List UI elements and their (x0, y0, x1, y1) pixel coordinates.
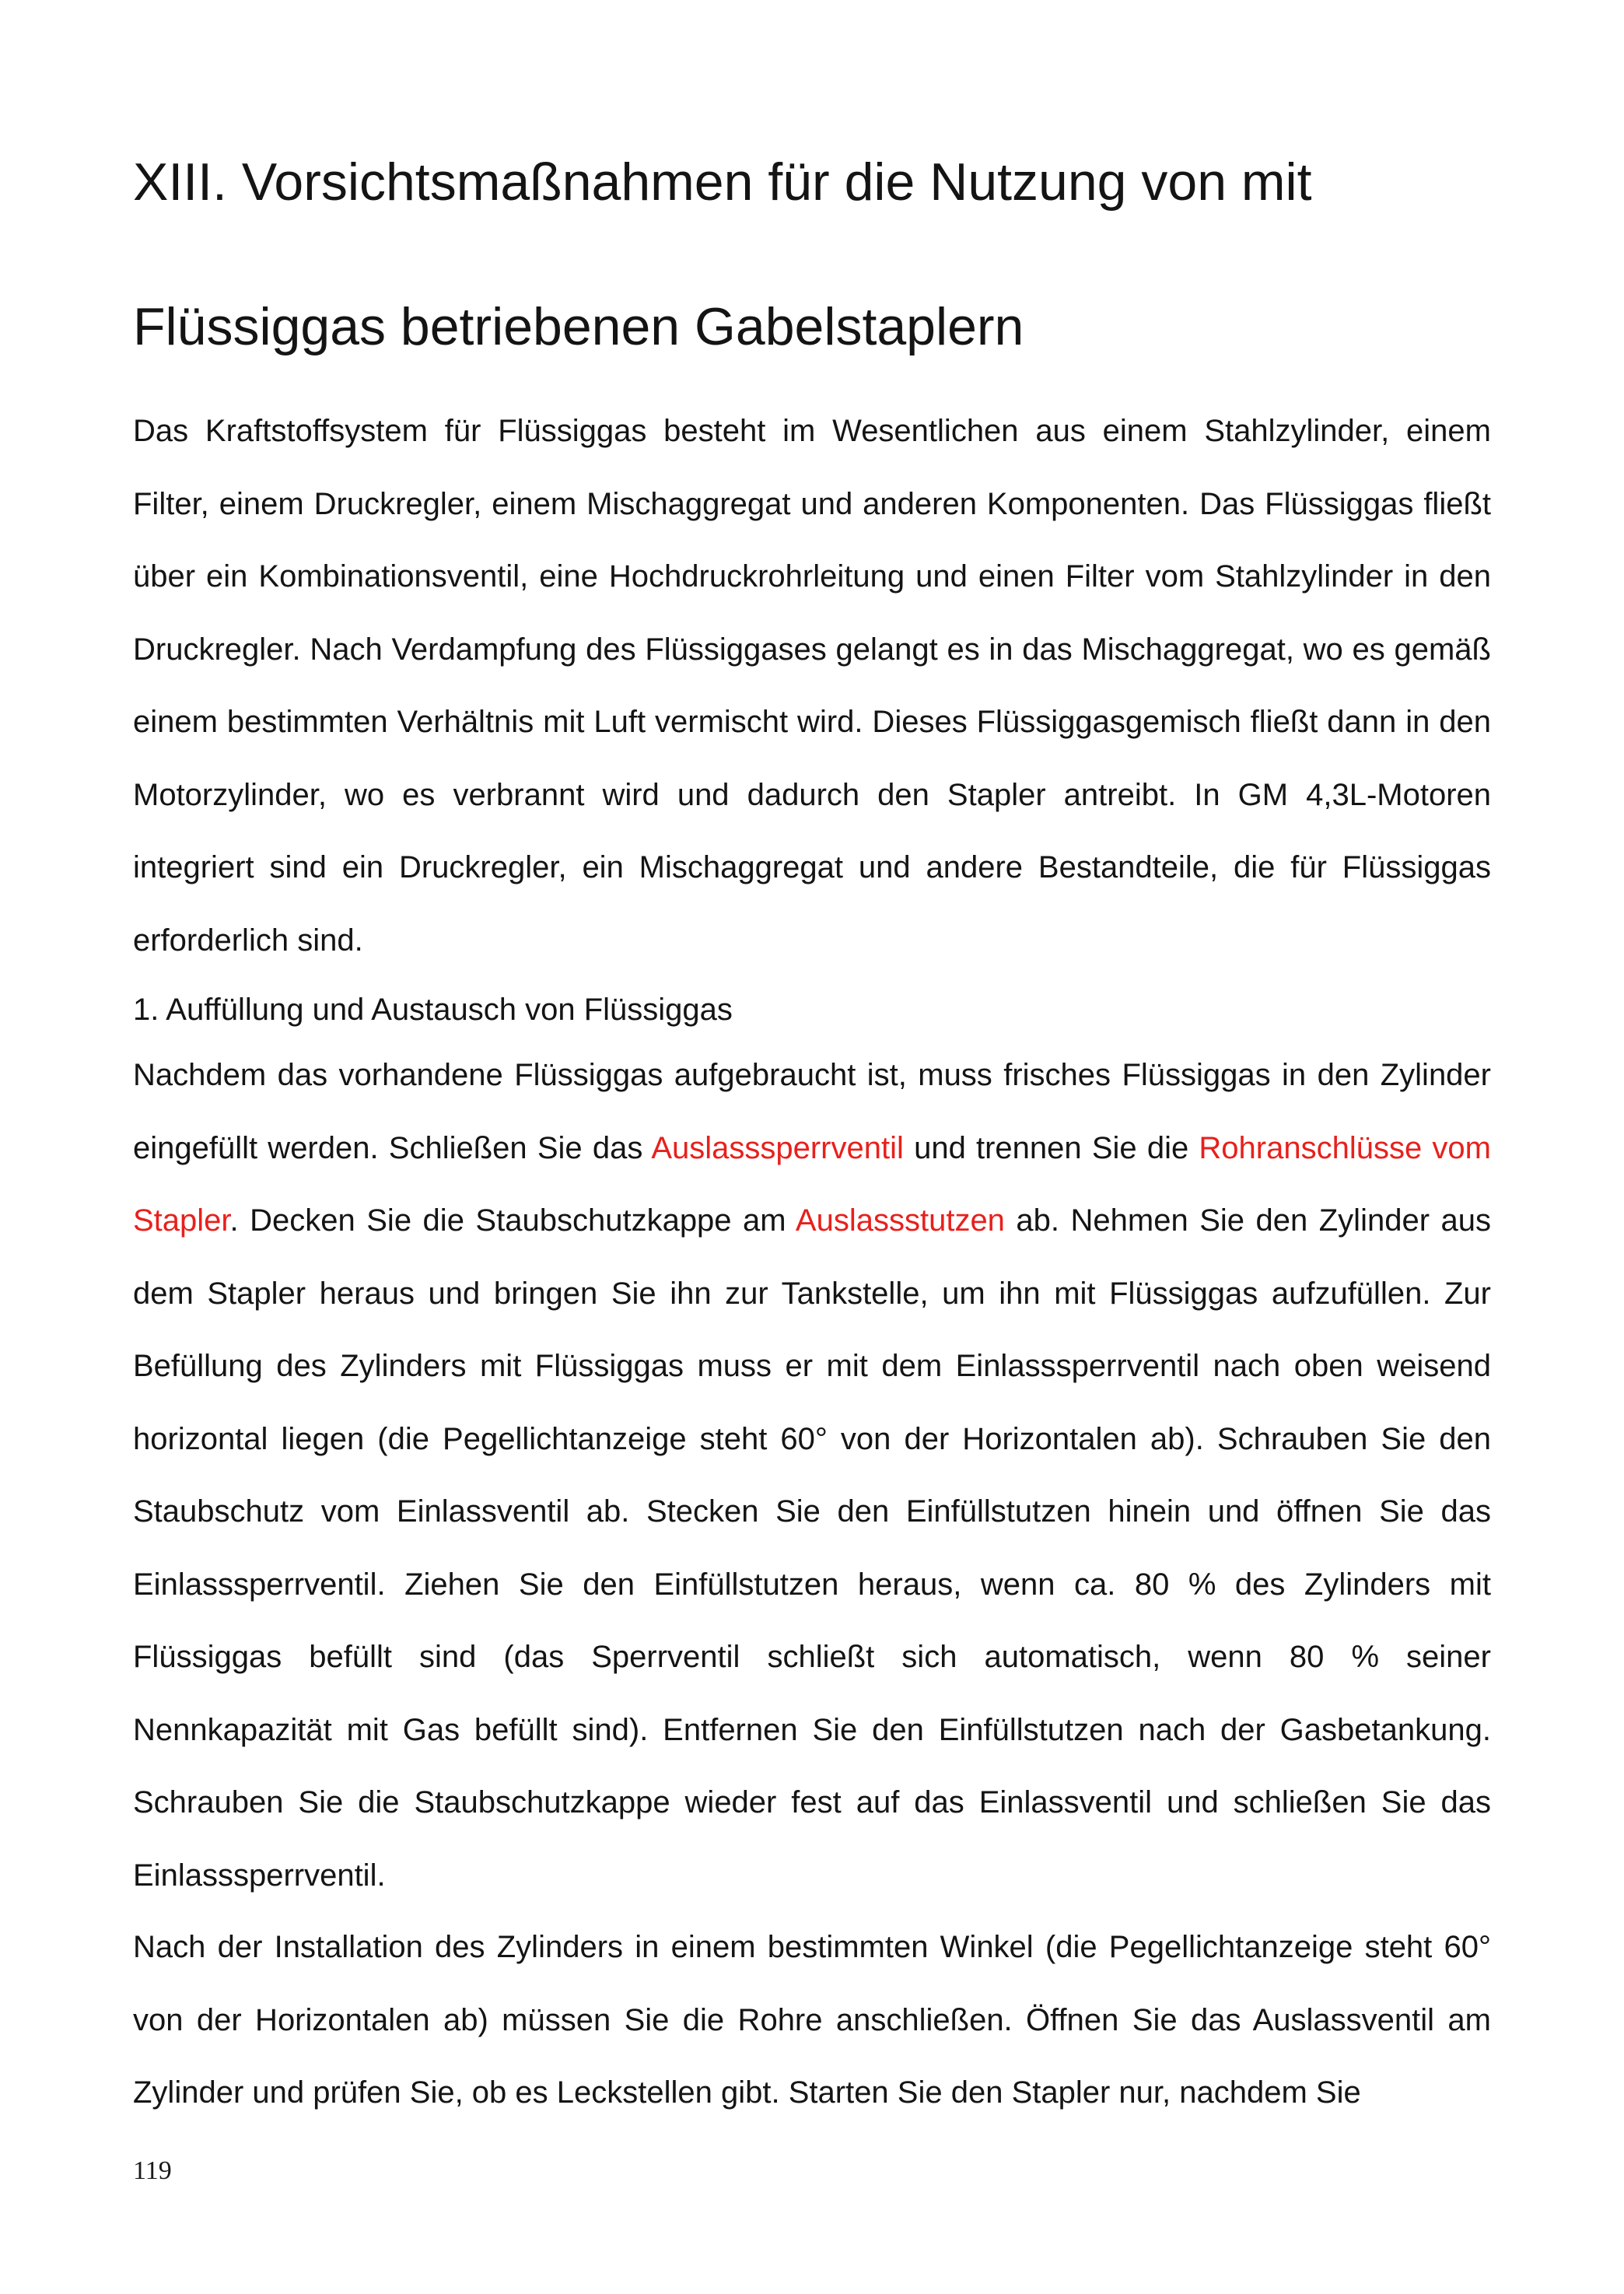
chapter-title-line-2: Flüssiggas betriebenen Gabelstaplern (133, 297, 1024, 356)
intro-paragraph: Das Kraftstoffsystem für Flüssiggas besteht im Wesentlichen aus einem Stahlzylinder, einem Filter, einem Druckregler, einem Mischaggregat und anderen Komponenten. Das Flüssiggas fließt über ein Kombinationsventil, eine Hochdruckrohrleitung und einen Filter vom Stahlzylinder in den Druckregler. Nach Verdampfung des Flüssiggases gelangt es in das Mischaggregat, wo es gemäß einem bestimmten Verhältnis mit Luft vermischt wird. Dieses Flüssiggasgemisch fließt dann in den Motorzylinder, wo es verbrannt wird und dadurch den Stapler antreibt. In GM 4,3L-Motoren integriert sind ein Druckregler, ein Mischaggregat und andere Bestandteile, die für Flüssiggas erforderlich sind. (133, 414, 1491, 958)
chapter-title-line-1: XIII. Vorsichtsmaßnahmen für die Nutzung von mit (133, 152, 1312, 212)
section-title: 1. Auffüllung und Austausch von Flüssiggas (133, 993, 733, 1027)
refill-text-part-4: ab. Nehmen Sie den Zylinder aus dem Stapler heraus und bringen Sie ihn zur Tankstelle, um ihn mit Flüssiggas aufzufüllen. Zur Befüllung des Zylinders mit Flüssiggas muss er mit dem Einlasssperrventil nach oben weisend horizontal liegen (die Pegellichtanzeige steht 60° von der Horizontalen ab). Schrauben Sie den Staubschutz vom Einlassventil ab. Stecken Sie den Einfüllstutzen hinein und öffnen Sie das Einlasssperrventil. Ziehen Sie den Einfüllstutzen heraus, wenn ca. 80 % des Zylinders mit Flüssiggas befüllt sind (das Sperrventil schließt sich automatisch, wenn 80 % seiner Nennkapazität mit Gas befüllt sind). Entfernen Sie den Einfüllstutzen nach der Gasbetankung. Schrauben Sie die Staubschutzkappe wieder fest auf das Einlassventil und schließen Sie das Einlasssperrventil. (133, 1203, 1491, 1893)
highlight-auslassstutzen: Auslassstutzen (795, 1203, 1005, 1238)
refill-paragraph (133, 1039, 1491, 1912)
installation-paragraph: Nach der Installation des Zylinders in einem bestimmten Winkel (die Pegellichtanzeige steht 60° von der Horizontalen ab) müssen Sie die Rohre anschließen. Öffnen Sie das Auslassventil am Zylinder und prüfen Sie, ob es Leckstellen gibt. Starten Sie den Stapler nur, nachdem Sie (133, 1930, 1491, 2110)
refill-text-part-1: Nachdem das vorhandene Flüssiggas aufgebraucht ist, muss frisches Flüssiggas in den Zylinder eingefüllt werden. Schließen Sie das (133, 1058, 1491, 1165)
page-number: 119 (133, 2156, 172, 2185)
refill-text-part-2: und trennen Sie die (903, 1130, 1199, 1165)
highlight-auslasssperrventil: Auslasssperrventil (651, 1130, 904, 1165)
highlight-rohranschluesse: Rohranschlüsse vom Stapler (133, 1130, 1491, 1238)
refill-text-part-3: . Decken Sie die Staubschutzkappe am (229, 1203, 796, 1238)
